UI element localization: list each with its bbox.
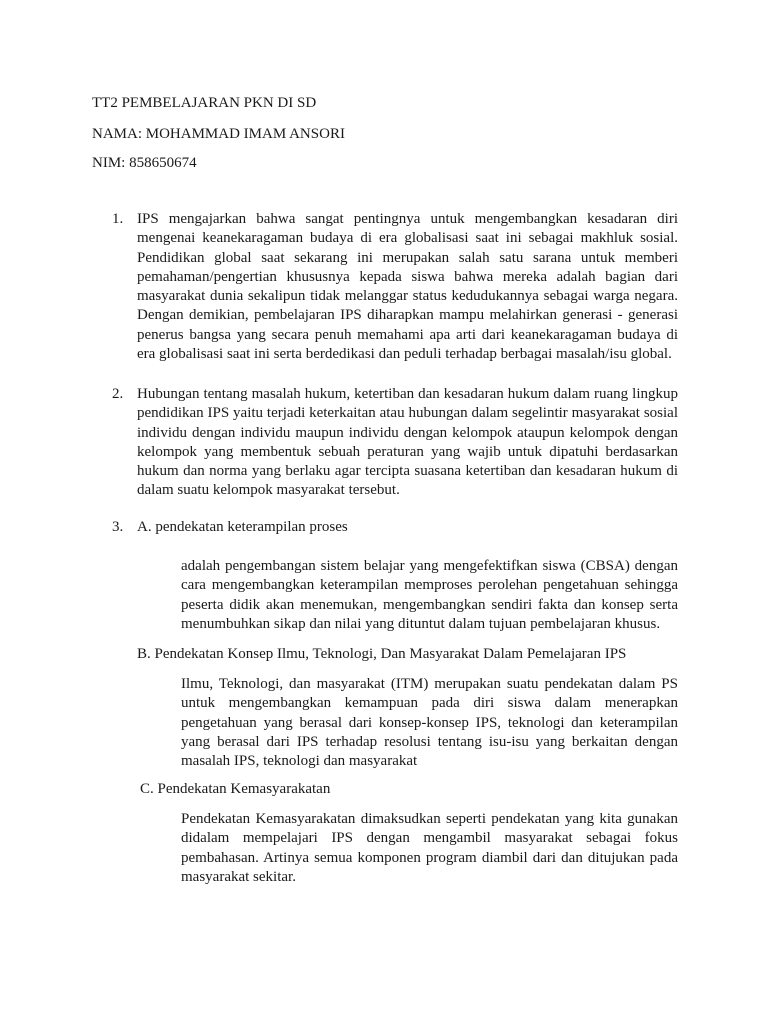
item-number-2: 2. [112,386,124,402]
section-heading-c: C. Pendekatan Kemasyarakatan [140,781,331,797]
section-text-a: adalah pengembangan sistem belajar yang mengefektifkan siswa (CBSA) dengan cara mengembangkan keterampilan memproses perolehan pengetahuan sehingga peserta didik akan menemukan, mengembangkan sendiri fakta dan konsep serta menumbuhkan sikap dan nilai yang dituntut dalam tujuan pembelajaran khusus. [181,558,678,632]
student-nim: NIM: 858650674 [92,155,197,171]
section-heading-a: A. pendekatan keterampilan proses [137,519,348,535]
item-number-3: 3. [112,519,124,535]
item-text-1: IPS mengajarkan bahwa sangat pentingnya untuk mengembangkan kesadaran diri mengenai keanekaragaman budaya di era globalisasi saat ini sebagai makhluk sosial. Pendidikan global saat sekarang ini merupakan salah satu sarana untuk memberi pemahaman/pengertian khususnya kepada siswa bahwa mereka adalah bagian dari masyarakat dunia sekalipun tidak melanggar status kedudukannya sebagai warga negara. Dengan demikian, pembelajaran IPS diharapkan mampu melahirkan generasi - generasi penerus bangsa yang secara penuh memahami apa arti dari keanekaragaman budaya di era globalisasi saat ini serta berdedikasi dan peduli terhadap berbagai masalah/isu global. [137,211,678,363]
item-text-2: Hubungan tentang masalah hukum, ketertiban dan kesadaran hukum dalam ruang lingkup pendidikan IPS yaitu terjadi keterkaitan atau hubungan dalam segelintir masyarakat sosial individu dengan individu maupun individu dengan kelompok ataupun kelompok dengan kelompok yang membentuk sebuah peraturan yang wajib untuk dipatuhi berdasarkan hukum dan norma yang berlaku agar tercipta suasana ketertiban dan kesadaran hukum di dalam suatu kelompok masyarakat tersebut. [137,386,678,499]
section-text-c: Pendekatan Kemasyarakatan dimaksudkan seperti pendekatan yang kita gunakan didalam mempelajari IPS dengan mengambil masyarakat sebagai fokus pembahasan. Artinya semua komponen program diambil dari dan ditujukan pada masyarakat sekitar. [181,811,678,885]
section-text-b: Ilmu, Teknologi, dan masyarakat (ITM) merupakan suatu pendekatan dalam PS untuk mengembangkan kemampuan pada diri siswa dalam menerapkan pengetahuan yang berasal dari konsep-konsep IPS, teknologi dan keterampilan yang berasal dari IPS terhadap resolusi tentang isu-isu yang berkaitan dengan masalah IPS, teknologi dan masyarakat [181,676,678,770]
section-heading-b: B. Pendekatan Konsep Ilmu, Teknologi, Dan Masyarakat Dalam Pemelajaran IPS [137,646,627,662]
student-name: NAMA: MOHAMMAD IMAM ANSORI [92,126,345,142]
item-number-1: 1. [112,211,124,227]
document-title: TT2 PEMBELAJARAN PKN DI SD [92,95,317,111]
